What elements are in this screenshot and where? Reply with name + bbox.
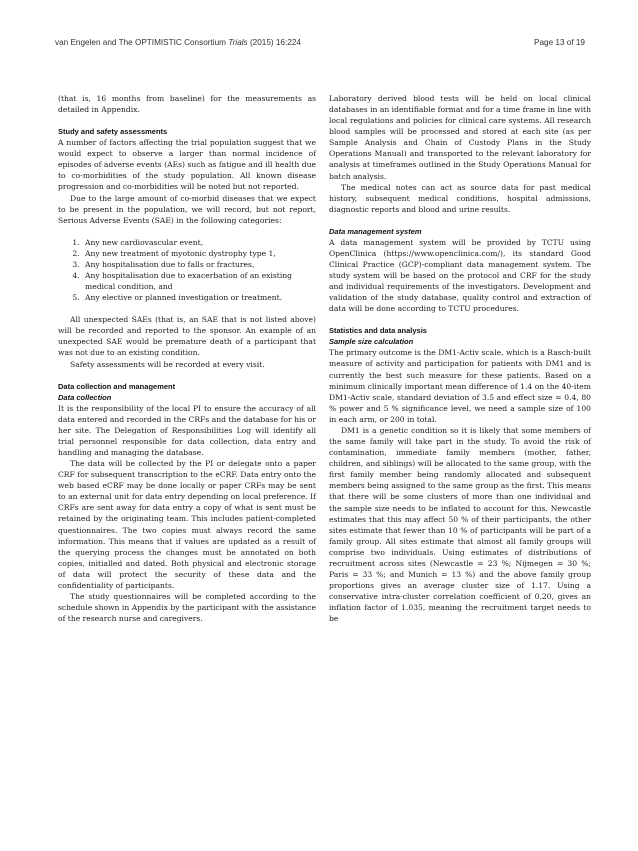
paragraph-sample-size-2: DM1 is a genetic condition so it is likely that some members of the same family will take part in the study. To avoid the risk of contamination, immediate family members (mother, father, children, and siblings) will be allocated to the same group, with the first family member being randomly allocated and subsequent members being assigned to the same group as the first. This means that there will be some clusters of more than one individual and the sample size needs to be inflated to account for this. Newcastle estimates that this may affect 50 % of their participants, the other sites estimate that fewer than 10 % of participants will be part of a family group. All sites estimate that almost all family groups will comprise two individuals. Using estimates of distributions of recruitment across sites (Newcastle = 23 %; Nijmegen = 30 %; Paris = 33 %; and Munich = 13 %) and the above family group proportions gives an average cluster size of 1.17. Using a conservative intra-cluster correlation coefficient of 0.20, gives an inflation factor of 1.035, meaning the recruitment target needs to be	[329, 425, 591, 624]
paragraph-data-collection-1: It is the responsibility of the local PI to ensure the accuracy of all data entered and recorded in the CRFs and the database for his or her site. The Delegation of Responsibilities Log will identify all trial personnel responsible for data collection, data entry and handling and managing the database.	[58, 403, 316, 457]
heading-study-safety: Study and safety assessments	[58, 127, 168, 137]
header-authors: van Engelen and The OPTIMISTIC Consortium	[55, 38, 226, 47]
header-citation	[55, 38, 301, 47]
paragraph-data-collection-3: The study questionnaires will be completed according to the schedule shown in Appendix by the participant with the assistance of the research nurse and caregivers.	[58, 591, 316, 624]
header-page-number: Page 13 of 19	[534, 38, 585, 47]
list-item: 3. Any hospitalisation due to falls or fractures,	[82, 259, 316, 270]
list-item: 2. Any new treatment of myotonic dystrophy type 1,	[82, 248, 316, 259]
paragraph-safety-2: Due to the large amount of co-morbid diseases that we expect to be present in the population, we will record, but not report, Serious Adverse Events (SAE) in the following categories:	[58, 193, 316, 225]
paragraph-medical-notes: The medical notes can act as source data for past medical history, subsequent medical conditions, hospital admissions, diagnostic reports and blood and urine results.	[329, 182, 591, 214]
paragraph-intro: (that is, 16 months from baseline) for the measurements as detailed in Appendix.	[58, 94, 316, 115]
right-column	[329, 93, 591, 624]
list-item: 1. Any new cardiovascular event,	[82, 237, 316, 248]
header-citation-number: (2015) 16:224	[249, 38, 301, 47]
paragraph-safety-3: All unexpected SAEs (that is, an SAE that is not listed above) will be recorded and reported to the sponsor. An example of an unexpected SAE would be premature death of a participant that was not due to an existing condition.	[58, 315, 316, 358]
running-header	[55, 38, 585, 52]
header-journal: Trials	[228, 38, 248, 47]
paragraph-lab-tests: Laboratory derived blood tests will be held on local clinical databases in an identifiable format and for a time frame in line with local regulations and policies for clinical care systems. All research blood samples will be processed and stored at each site (as per Sample Analysis and Chain of Custody Plans in the Study Operations Manual) and transported to the relevant laboratory for analysis at timeframes outlined in the Study Operations Manual for batch analysis.	[329, 94, 591, 181]
paragraph-data-management-system: A data management system will be provided by TCTU using OpenClinica (https://www.openclinica.com/), its standard Good Clinical Practice (GCP)-compliant data management system. The study system will be based on the protocol and CRF for the study and individual requirements of the investigators. Development and validation of the study database, quality control and extraction of data will be done according to TCTU procedures.	[329, 237, 591, 314]
list-item: 4. Any hospitalisation due to exacerbation of an existing medical condition, and	[82, 270, 316, 292]
left-column	[58, 93, 316, 624]
heading-data-collection-management: Data collection and management	[58, 381, 176, 391]
sae-category-list	[58, 237, 316, 303]
paragraph-safety-1: A number of factors affecting the trial population suggest that we would expect to observe a larger than normal incidence of episodes of adverse events (AEs) such as fatigue and ill health due to co-morbidities of the study population. All known disease progression and co-morbidities will be noted but not reported.	[58, 138, 316, 192]
paragraph-safety-4: Safety assessments will be recorded at every visit.	[70, 359, 265, 369]
subheading-data-collection: Data collection	[58, 392, 112, 402]
subheading-data-management-system: Data management system	[329, 226, 422, 236]
list-item: 5. Any elective or planned investigation or treatment.	[82, 292, 316, 303]
paragraph-data-collection-2: The data will be collected by the PI or delegate onto a paper CRF for subsequent transcription to the eCRF. Data entry onto the web based eCRF may be done locally or paper CRFs may be sent to an external unit for data entry depending on local preference. If CRFs are sent away for data entry a copy of what is sent must be retained by the originating team. This includes patient-completed questionnaires. The two copies must always record the same information. This means that if values are updated as a result of the querying process the changes must be annotated on both copies, initialled and dated. Both physical and electronic storage of data will protect the security of these data and the confidentiality of participants.	[58, 459, 316, 590]
heading-statistics: Statistics and data analysis	[329, 326, 427, 336]
paragraph-sample-size-1: The primary outcome is the DM1-Activ scale, which is a Rasch-built measure of activity and participation for patients with DM1 and is currently the best such measure for these patients. Based on a minimum clinically important mean difference of 1.4 on the 40-item DM1-Activ scale, standard deviation of 3.5 and effect size = 0.4, 80 % power and 5 % significance level, we need a sample size of 100 in each arm, or 200 in total.	[329, 348, 591, 424]
subheading-sample-size: Sample size calculation	[329, 337, 414, 347]
